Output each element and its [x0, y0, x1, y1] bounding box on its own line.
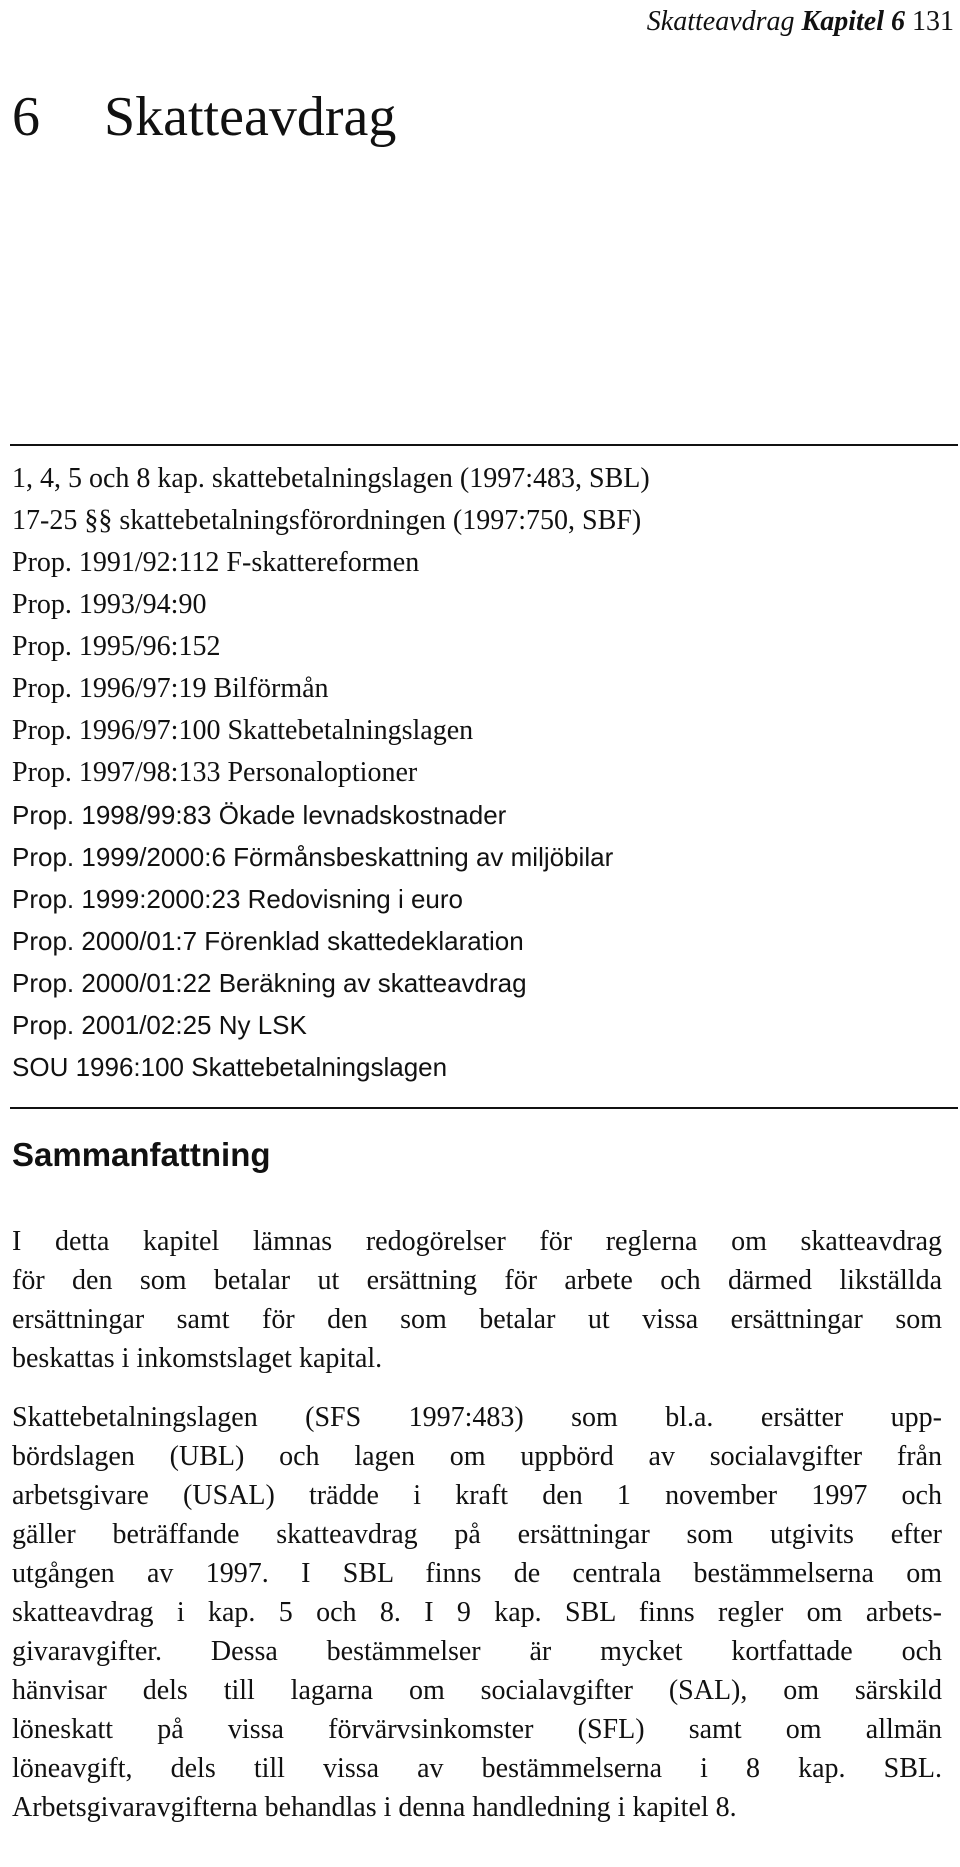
paragraph-line: hänvisar dels till lagarna om socialavgifter (SAL), om särskild [12, 1675, 942, 1706]
legal-references-list [12, 458, 650, 1088]
summary-paragraph-2 [12, 1398, 942, 1827]
paragraph-line: Arbetsgivaravgifterna behandlas i denna handledning i kapitel 8. [12, 1792, 737, 1823]
references-bottom-divider [10, 1107, 958, 1109]
paragraph-line: ersättningar samt för den som betalar ut vissa ersättningar som [12, 1304, 942, 1335]
reference-item: Prop. 1998/99:83 Ökade levnadskostnader [12, 800, 507, 830]
references-top-divider [10, 444, 958, 446]
paragraph-line: löneavgift, dels till vissa av bestämmelserna i 8 kap. SBL. [12, 1753, 942, 1784]
reference-item: Prop. 1993/94:90 [12, 589, 207, 620]
paragraph-line: för den som betalar ut ersättning för arbete och därmed likställda [12, 1265, 942, 1296]
chapter-number: 6 [12, 86, 40, 148]
reference-item: Prop. 1995/96:152 [12, 631, 221, 662]
page-number: 131 [912, 6, 954, 37]
reference-item: 17-25 §§ skattebetalningsförordningen (1997:750, SBF) [12, 505, 642, 536]
paragraph-line: arbetsgivare (USAL) trädde i kraft den 1 november 1997 och [12, 1480, 942, 1511]
reference-item: Prop. 2000/01:22 Beräkning av skatteavdrag [12, 968, 527, 998]
section-heading: Sammanfattning [12, 1136, 271, 1173]
reference-item: Prop. 1991/92:112 F-skattereformen [12, 547, 420, 578]
summary-paragraph-1 [12, 1222, 942, 1378]
paragraph-line: gäller beträffande skatteavdrag på ersättningar som utgivits efter [12, 1519, 942, 1550]
running-header-chapter: Kapitel 6 [801, 6, 905, 37]
paragraph-line: utgången av 1997. I SBL finns de centrala bestämmelserna om [12, 1558, 942, 1589]
paragraph-line: löneskatt på vissa förvärvsinkomster (SFL) samt om allmän [12, 1714, 942, 1745]
reference-item: Prop. 2001/02:25 Ny LSK [12, 1010, 307, 1040]
reference-item: Prop. 1996/97:100 Skattebetalningslagen [12, 715, 474, 746]
paragraph-line: skatteavdrag i kap. 5 och 8. I 9 kap. SBL finns regler om arbets- [12, 1597, 942, 1628]
reference-item: Prop. 1999/2000:6 Förmånsbeskattning av miljöbilar [12, 842, 614, 872]
paragraph-line: I detta kapitel lämnas redogörelser för reglerna om skatteavdrag [12, 1226, 942, 1257]
reference-item: SOU 1996:100 Skattebetalningslagen [12, 1052, 448, 1082]
paragraph-line: Skattebetalningslagen (SFS 1997:483) som bl.a. ersätter upp- [12, 1402, 942, 1433]
paragraph-line: givaravgifter. Dessa bestämmelser är mycket kortfattade och [12, 1636, 942, 1667]
paragraph-line: beskattas i inkomstslaget kapital. [12, 1343, 383, 1374]
reference-item: Prop. 1996/97:19 Bilförmån [12, 673, 329, 704]
reference-item: Prop. 1999:2000:23 Redovisning i euro [12, 884, 463, 914]
running-header [647, 2, 954, 42]
chapter-title-text: Skatteavdrag [104, 86, 397, 148]
reference-item: Prop. 2000/01:7 Förenklad skattedeklaration [12, 926, 524, 956]
running-header-section: Skatteavdrag [646, 6, 795, 37]
reference-item: Prop. 1997/98:133 Personaloptioner [12, 757, 418, 788]
reference-item: 1, 4, 5 och 8 kap. skattebetalningslagen (1997:483, SBL) [12, 463, 650, 494]
chapter-title [12, 82, 396, 152]
paragraph-line: bördslagen (UBL) och lagen om uppbörd av socialavgifter från [12, 1441, 942, 1472]
